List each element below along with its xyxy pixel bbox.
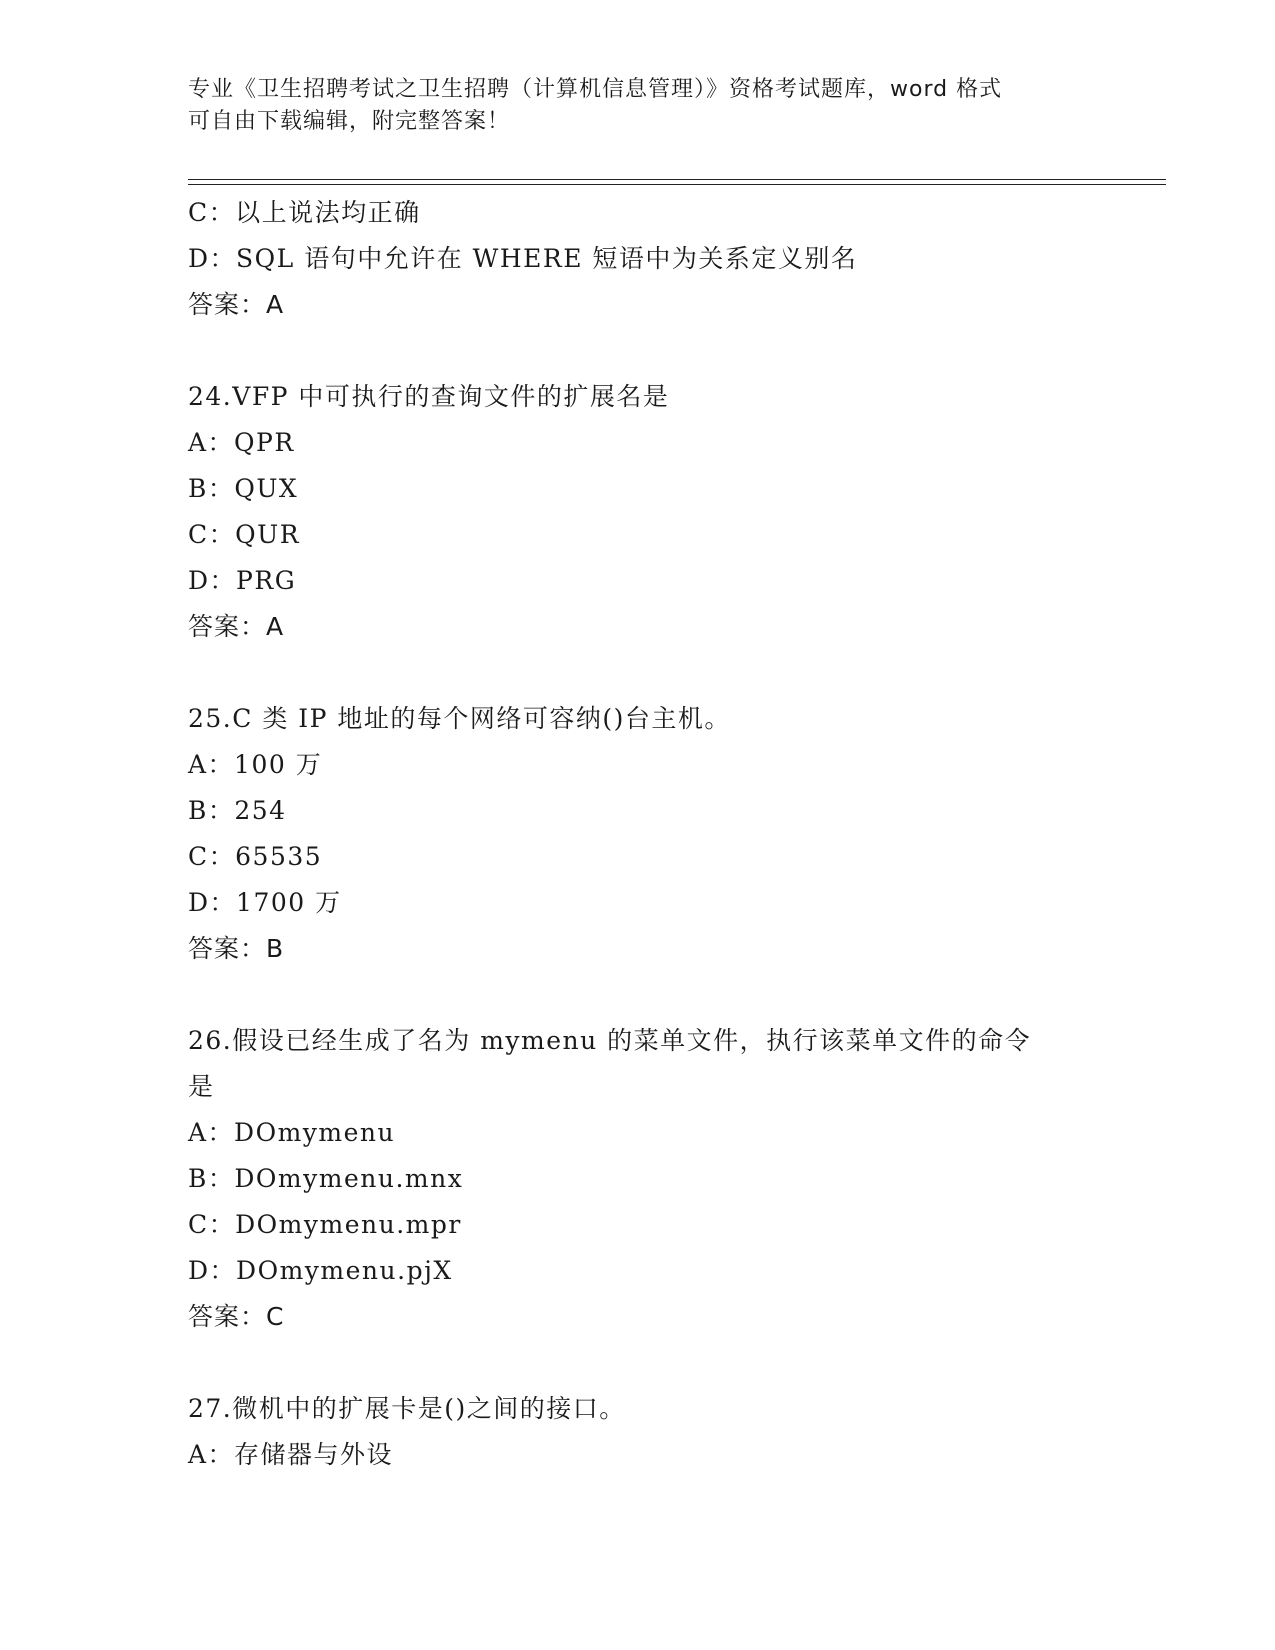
option-d: D：PRG xyxy=(188,566,297,595)
question-block-23 xyxy=(188,190,1088,328)
question-text: 27.微机中的扩展卡是()之间的接口。 xyxy=(188,1394,626,1423)
question-block-24 xyxy=(188,374,1088,650)
question-block-25 xyxy=(188,696,1088,972)
header-divider-top xyxy=(188,179,1166,180)
option-d: D：DOmymenu.pjX xyxy=(188,1256,453,1285)
answer-line: 答案：A xyxy=(188,290,285,319)
option-b: B：QUX xyxy=(188,474,299,503)
option-a: A：QPR xyxy=(188,428,295,457)
option-b: B：254 xyxy=(188,796,287,825)
option-a: A：100 万 xyxy=(188,750,323,779)
option-c: C：QUR xyxy=(188,520,301,549)
question-text: 25.C 类 IP 地址的每个网络可容纳()台主机。 xyxy=(188,704,731,733)
option-d: D：SQL 语句中允许在 WHERE 短语中为关系定义别名 xyxy=(188,244,858,273)
option-a: A：DOmymenu xyxy=(188,1118,396,1147)
option-a: A：存储器与外设 xyxy=(188,1440,394,1469)
answer-line: 答案：C xyxy=(188,1302,285,1331)
question-list xyxy=(188,190,1088,1478)
header-divider-bottom xyxy=(188,184,1166,185)
answer-line: 答案：A xyxy=(188,612,285,641)
option-c: C：65535 xyxy=(188,842,323,871)
question-text-continued: 是 xyxy=(188,1072,215,1101)
question-block-27 xyxy=(188,1386,1088,1478)
question-text: 24.VFP 中可执行的查询文件的扩展名是 xyxy=(188,382,670,411)
header-title-line-1: 专业《卫生招聘考试之卫生招聘（计算机信息管理）》资格考试题库，word 格式 xyxy=(188,77,1003,102)
answer-line: 答案：B xyxy=(188,934,285,963)
option-c: C：以上说法均正确 xyxy=(188,198,421,227)
question-text: 26.假设已经生成了名为 mymenu 的菜单文件，执行该菜单文件的命令 xyxy=(188,1026,1032,1055)
header-title-line-2: 可自由下载编辑，附完整答案！ xyxy=(188,109,511,134)
option-b: B：DOmymenu.mnx xyxy=(188,1164,464,1193)
option-c: C：DOmymenu.mpr xyxy=(188,1210,462,1239)
document-header xyxy=(188,74,1088,138)
option-d: D：1700 万 xyxy=(188,888,342,917)
question-block-26 xyxy=(188,1018,1088,1340)
